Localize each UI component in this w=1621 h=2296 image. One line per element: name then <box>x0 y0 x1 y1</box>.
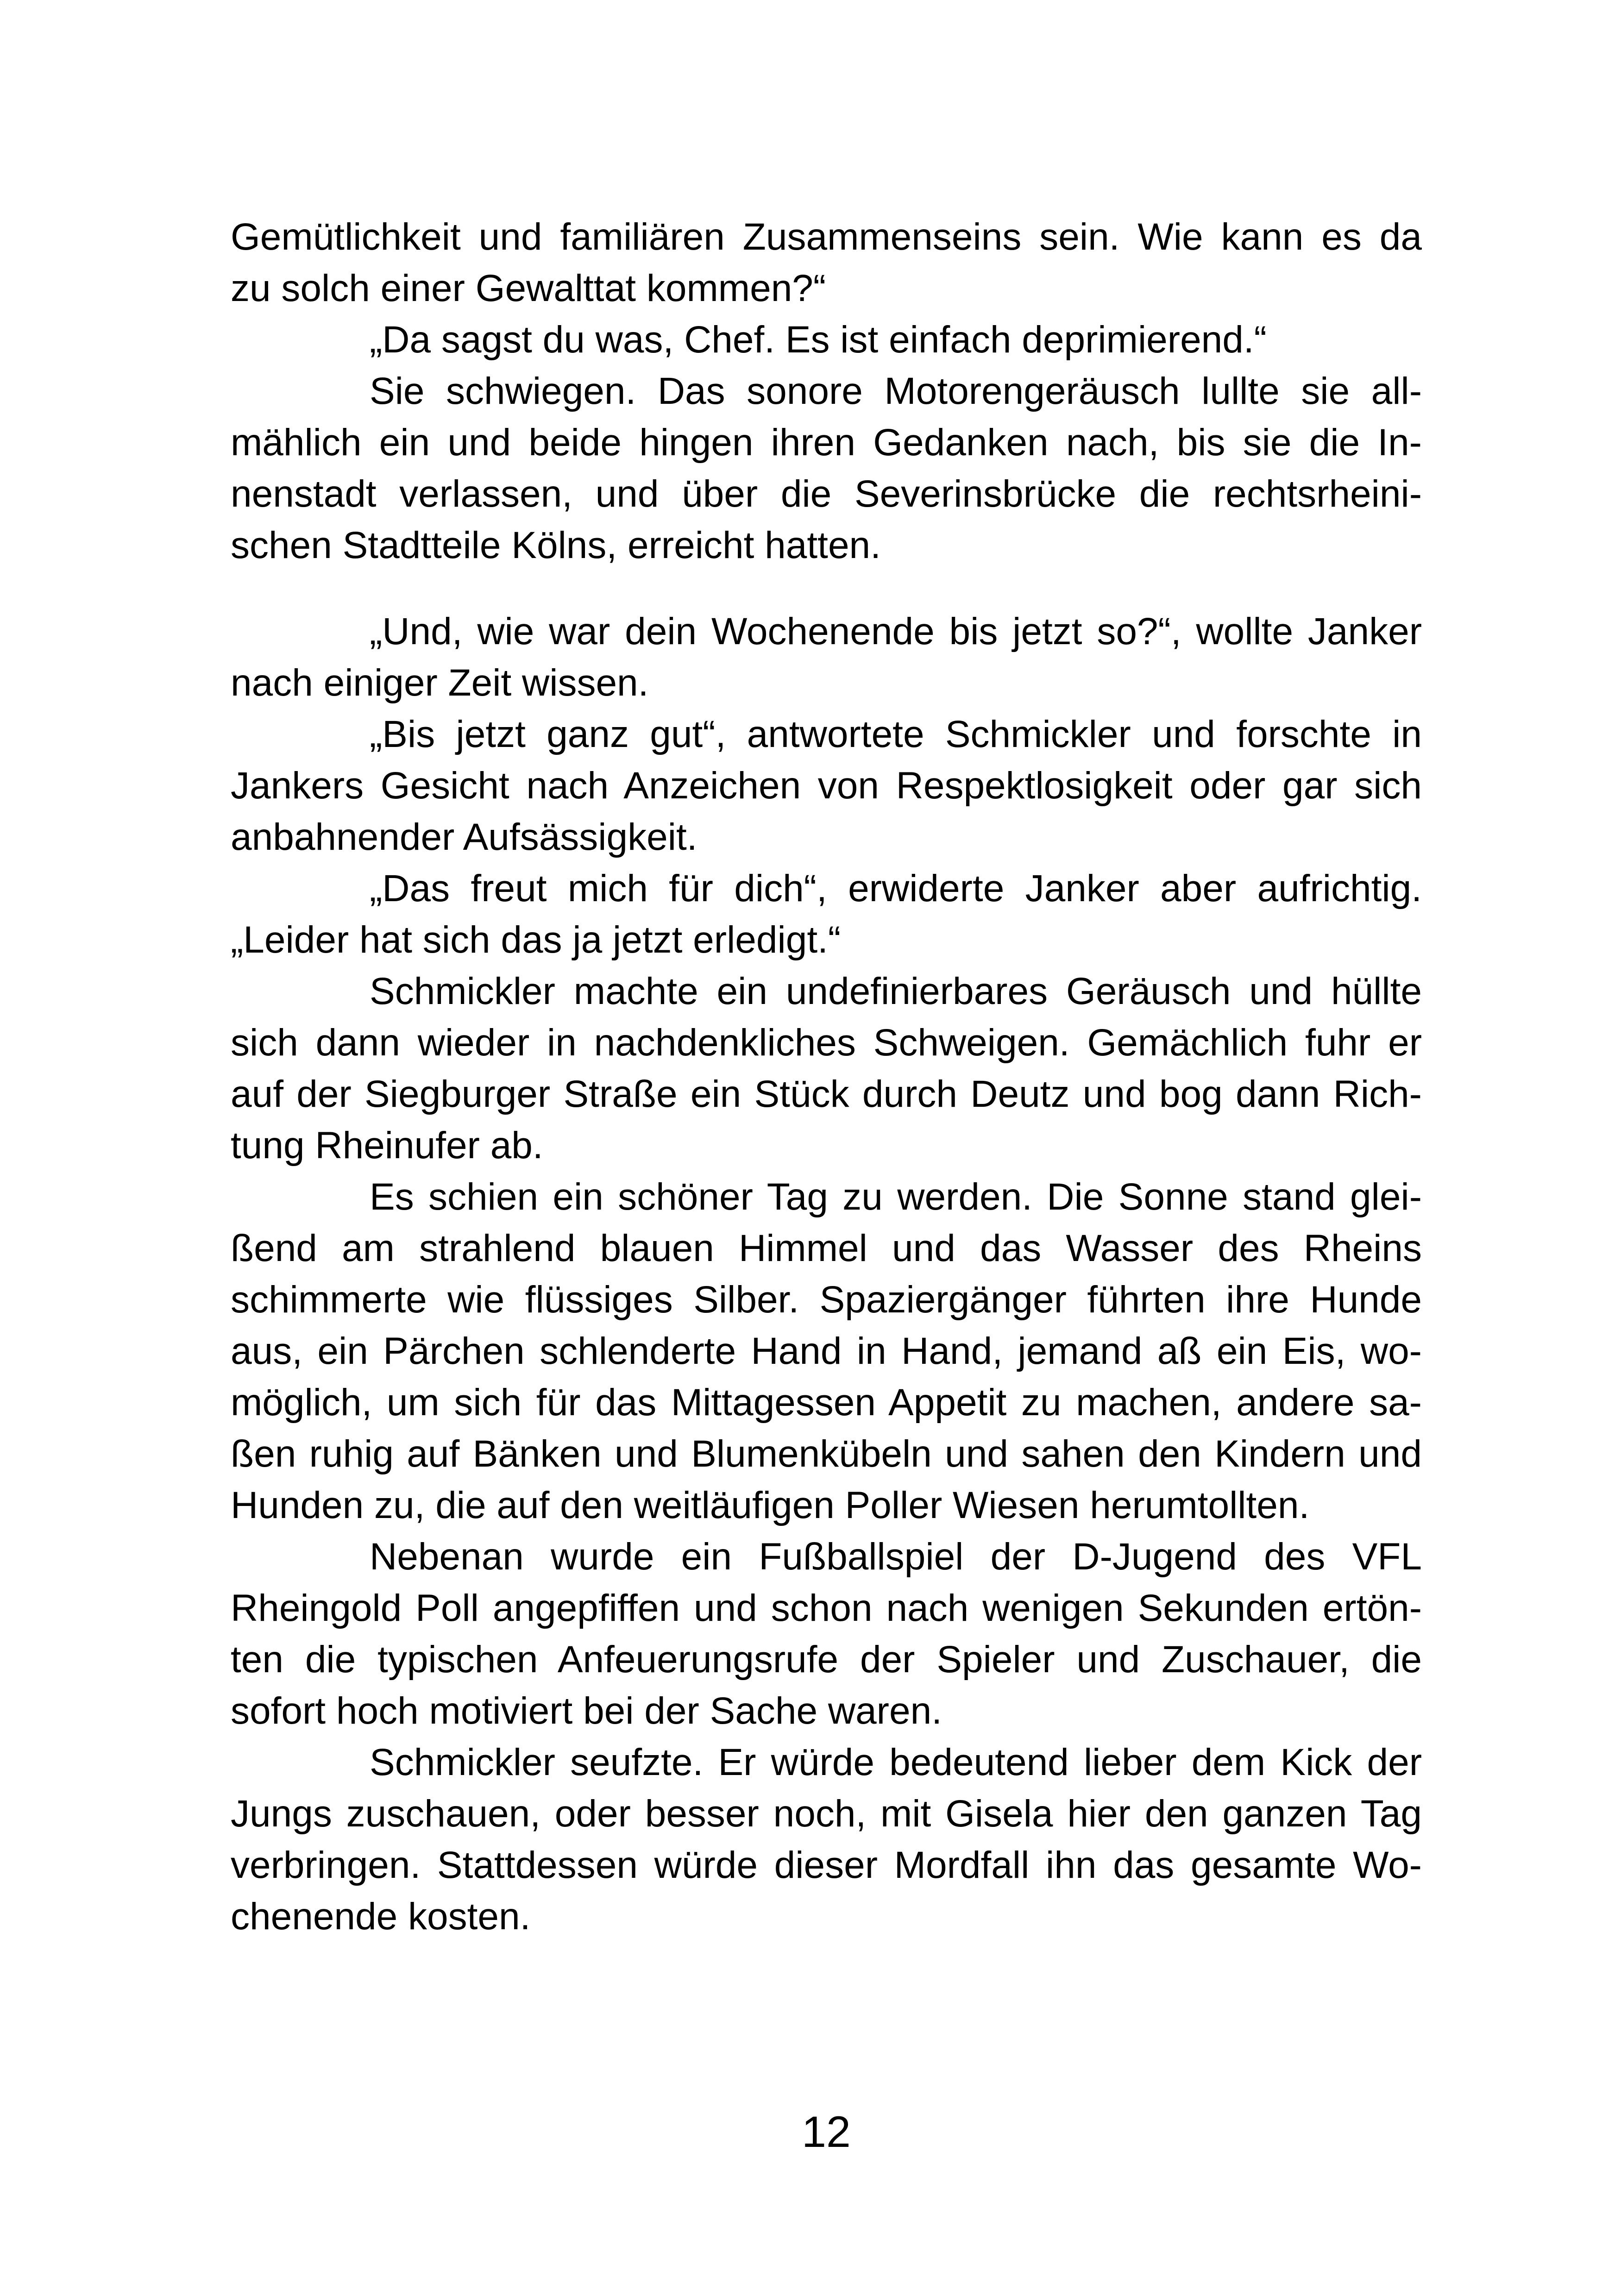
text-line: ßend am strahlend blauen Himmel und das Wasser des Rheins <box>231 1227 1422 1269</box>
text-line: Hunden zu, die auf den weitläufigen Poller Wiesen herumtollten. <box>231 1484 1310 1526</box>
text-line: auf der Siegburger Straße ein Stück durch Deutz und bog dann Rich- <box>231 1073 1422 1115</box>
text-line: tung Rheinufer ab. <box>231 1124 543 1167</box>
text-line: möglich, um sich für das Mittagessen Appetit zu machen, andere sa- <box>231 1381 1422 1424</box>
text-line: Nebenan wurde ein Fußballspiel der D-Jugend des VFL <box>370 1536 1422 1578</box>
text-line: mählich ein und beide hingen ihren Gedanken nach, bis sie die In- <box>231 421 1422 464</box>
body-text <box>231 211 1422 1942</box>
text-line: Es schien ein schöner Tag zu werden. Die Sonne stand glei- <box>370 1176 1422 1218</box>
text-line: Schmickler seufzte. Er würde bedeutend lieber dem Kick der <box>370 1741 1422 1783</box>
text-line: schimmerte wie flüssiges Silber. Spaziergänger führten ihre Hunde <box>231 1279 1422 1321</box>
text-line: Sie schwiegen. Das sonore Motorengeräusch lullte sie all- <box>370 370 1422 412</box>
text-line: verbringen. Stattdessen würde dieser Mordfall ihn das gesamte Wo- <box>231 1844 1422 1886</box>
text-line: „Leider hat sich das ja jetzt erledigt.“ <box>231 919 841 961</box>
text-line: „Das freut mich für dich“, erwiderte Janker aber aufrichtig. <box>370 867 1422 910</box>
text-line: zu solch einer Gewalttat kommen?“ <box>231 267 826 309</box>
paragraph-gap <box>231 571 1422 606</box>
text-line: ßen ruhig auf Bänken und Blumenkübeln und sahen den Kindern und <box>231 1433 1422 1475</box>
text-line: Schmickler machte ein undefinierbares Geräusch und hüllte <box>370 970 1422 1012</box>
text-line: Jungs zuschauen, oder besser noch, mit Gisela hier den ganzen Tag <box>231 1793 1422 1835</box>
text-line: Gemütlichkeit und familiären Zusammenseins sein. Wie kann es da <box>231 216 1422 258</box>
text-line: nach einiger Zeit wissen. <box>231 662 649 704</box>
page-number: 12 <box>802 2108 851 2157</box>
text-line: ten die typischen Anfeuerungsrufe der Spieler und Zuschauer, die <box>231 1638 1422 1681</box>
text-line: anbahnender Aufsässigkeit. <box>231 816 697 858</box>
text-line: nenstadt verlassen, und über die Severinsbrücke die rechtsrheini- <box>231 473 1422 515</box>
text-line: „Bis jetzt ganz gut“, antwortete Schmickler und forschte in <box>370 713 1422 755</box>
text-line: aus, ein Pärchen schlenderte Hand in Hand, jemand aß ein Eis, wo- <box>231 1330 1422 1372</box>
text-line: „Da sagst du was, Chef. Es ist einfach deprimierend.“ <box>370 319 1267 361</box>
text-line: sofort hoch motiviert bei der Sache waren. <box>231 1690 942 1732</box>
text-line: „Und, wie war dein Wochenende bis jetzt so?“, wollte Janker <box>370 610 1422 652</box>
text-line: schen Stadtteile Kölns, erreicht hatten. <box>231 524 881 566</box>
text-line: Jankers Gesicht nach Anzeichen von Respektlosigkeit oder gar sich <box>231 765 1422 807</box>
text-line: chenende kosten. <box>231 1895 531 1938</box>
text-line: sich dann wieder in nachdenkliches Schweigen. Gemächlich fuhr er <box>231 1022 1422 1064</box>
text-line: Rheingold Poll angepfiffen und schon nach wenigen Sekunden ertön- <box>231 1587 1422 1629</box>
